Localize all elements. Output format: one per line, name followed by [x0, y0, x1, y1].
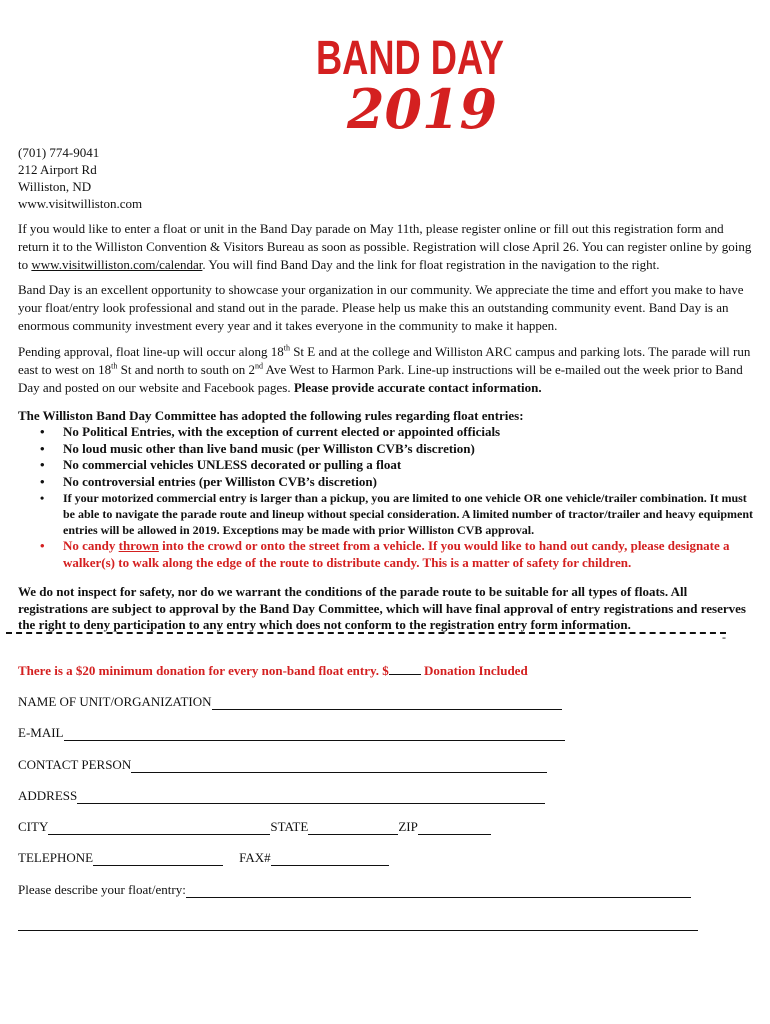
candy-text-before: No candy [63, 538, 119, 553]
fax-input[interactable] [271, 853, 389, 866]
bullet-icon: • [40, 491, 45, 505]
email-input[interactable] [64, 728, 565, 741]
list-item [18, 474, 758, 491]
list-item [18, 490, 758, 538]
donation-amount-blank[interactable] [389, 662, 421, 675]
lineup-text-2: St E and at the college and Williston ARC campus and parking lots. The parade will run east to west on 18 [18, 344, 751, 377]
contact-block [18, 144, 142, 212]
candy-rule [18, 538, 758, 571]
rule-text: No Political Entries, with the exception of current elected or appointed officials [63, 424, 501, 439]
telephone-input[interactable] [93, 853, 223, 866]
band-day-logo-graphic [310, 28, 510, 141]
bullet-icon: • [40, 457, 45, 472]
description-input[interactable] [186, 885, 691, 898]
contact-person-input[interactable] [131, 760, 547, 773]
lineup-text-3: St and north to south on 2 [117, 362, 255, 377]
logo-year: 2019 [346, 77, 497, 141]
candy-text-underlined: thrown [118, 538, 159, 553]
cut-line-divider [6, 632, 726, 638]
address-input[interactable] [77, 791, 545, 804]
description-field [18, 882, 691, 898]
donation-included-label: Donation Included [420, 663, 528, 678]
organization-field [18, 694, 562, 710]
donation-note [18, 662, 528, 679]
list-item [18, 441, 758, 458]
contact-phone: (701) 774-9041 [18, 145, 100, 160]
city-state-zip-field [18, 819, 491, 835]
lineup-sup-2: th [111, 361, 118, 371]
opportunity-paragraph: Band Day is an excellent opportunity to showcase your organization in our community. We appreciate the time and effort you make to have your float/entry look professional and stand out in the parade. Please help us make this an outstanding community event. Band Day is an enormous community investment every year and it takes everyone in the community to make it happen. [18, 282, 744, 333]
lineup-text-1: Pending approval, float line-up will occur along 18 [18, 344, 284, 359]
address-field [18, 788, 545, 804]
state-label: STATE [270, 819, 309, 834]
zip-input[interactable] [418, 822, 491, 835]
contact-website[interactable]: www.visitwilliston.com [18, 196, 143, 211]
bullet-icon: • [40, 538, 45, 553]
description-label: Please describe your float/entry: [18, 882, 186, 897]
lineup-sup-1: th [283, 343, 290, 353]
candy-text-after: into the crowd or onto the street from a vehicle. If you would like to hand out candy, please designate a walker(s) to walk along the edge of the route to distribute candy. This is a matter of safety for children. [63, 538, 730, 570]
email-label: E-MAIL [18, 725, 64, 740]
state-input[interactable] [308, 822, 398, 835]
intro-text: If you would like to enter a float or unit in the Band Day parade on May 11th, please register online or fill out this registration form and return it to the Williston Convention & Visitors Bureau as soon as possible. Registration will close April 26. You can register online by going to [18, 221, 752, 272]
rule-text: No loud music other than live band music (per Williston CVB’s discretion) [63, 440, 475, 456]
organization-label: NAME OF UNIT/ORGANIZATION [18, 694, 212, 709]
bullet-icon: • [40, 424, 45, 439]
telephone-fax-field [18, 850, 389, 866]
lineup-paragraph [18, 343, 754, 397]
rule-text: No commercial vehicles UNLESS decorated or pulling a float [63, 457, 402, 472]
contact-person-field [18, 757, 547, 773]
rule-text: No controversial entries (per Williston CVB’s discretion) [63, 473, 377, 489]
email-field [18, 725, 565, 741]
contact-street: 212 Airport Rd [18, 162, 97, 177]
list-item [18, 457, 758, 474]
list-item [18, 424, 758, 441]
city-label: CITY [18, 819, 49, 834]
lineup-sup-3: nd [254, 361, 263, 371]
intro-text-after: . You will find Band Day and the link for float registration in the navigation to the right. [202, 257, 660, 272]
calendar-link[interactable]: www.visitwilliston.com/calendar [31, 257, 203, 272]
band-day-logo [310, 28, 510, 141]
cut-line-end: - [722, 630, 726, 644]
rules-list [18, 424, 758, 571]
disclaimer-paragraph: We do not inspect for safety, nor do we warrant the conditions of the parade route to be suitable for all types of floats. All registrations are subject to approval by the Band Day Committee, which will have final approval of entry registrations and reserves the right to deny participation to any entry which does not conform to the registration entry form information. [18, 584, 746, 632]
zip-label: ZIP [398, 819, 418, 834]
description-input-line-2[interactable] [18, 930, 698, 931]
address-label: ADDRESS [18, 788, 78, 803]
bullet-icon: • [40, 440, 45, 456]
rules-heading: The Williston Band Day Committee has adopted the following rules regarding float entries: [18, 408, 524, 423]
rule-text: If your motorized commercial entry is larger than a pickup, you are limited to one vehicle OR one vehicle/trailer combination. It must be able to navigate the parade route and lineup without special consideration. A limited number of tractor/trailer and heavy equipment entries will be allowed in 2019. Exceptions may be made with prior Williston CVB approval. [63, 491, 753, 537]
contact-person-label: CONTACT PERSON [18, 757, 132, 772]
intro-paragraph [18, 220, 754, 274]
organization-input[interactable] [212, 697, 562, 710]
lineup-bold-note: Please provide accurate contact information. [293, 380, 542, 395]
city-input[interactable] [48, 822, 270, 835]
lineup-text-4: Ave West to Harmon Park. Line-up instructions will be e-mailed out the week prior to Band Day and posted on our website and Facebook pages. [18, 362, 743, 395]
donation-text: There is a $20 minimum donation for every non-band float entry. $ [18, 663, 389, 678]
fax-label: FAX# [239, 850, 271, 865]
bullet-icon: • [40, 473, 45, 489]
contact-city: Williston, ND [18, 179, 92, 194]
telephone-label: TELEPHONE [18, 850, 94, 865]
logo-title: BAND DAY [316, 30, 505, 85]
